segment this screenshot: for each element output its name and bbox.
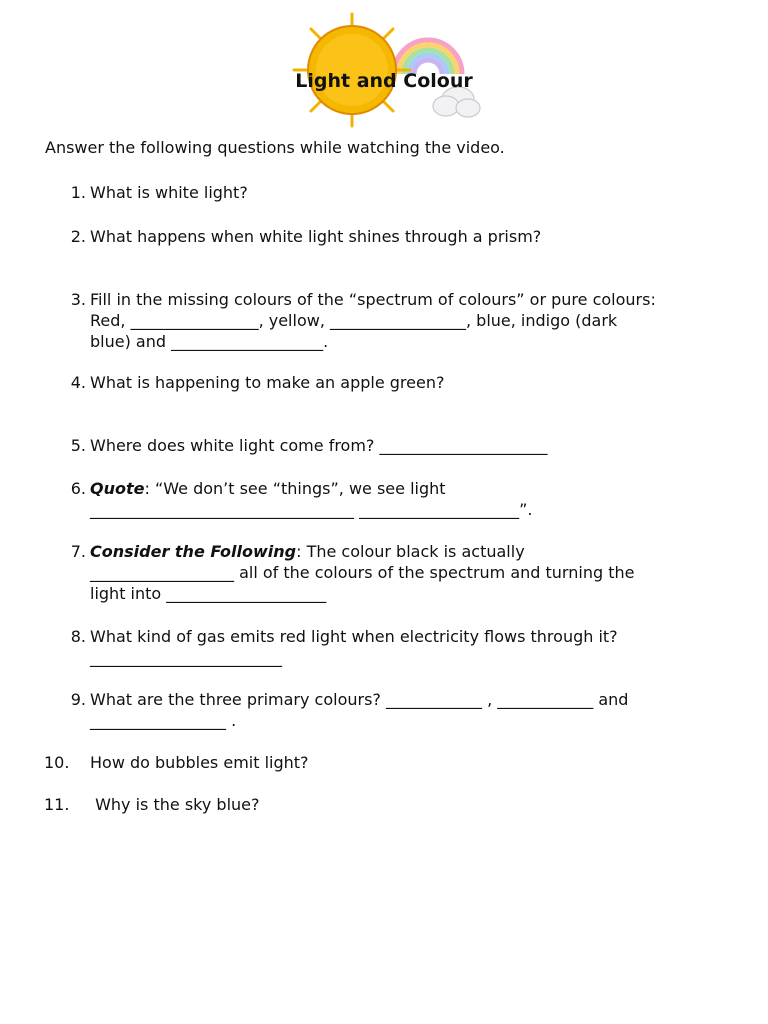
question-number: 6. (70, 479, 86, 498)
question-number: 5. (70, 436, 86, 455)
question-text: Why is the sky blue? (90, 795, 260, 814)
sun-rainbow-clipart (286, 4, 482, 130)
question-text: Quote: “We don’t see “things”, we see light _________________________________ ____________________”. (90, 479, 533, 519)
question-text: Where does white light come from? _____________________ (90, 436, 548, 455)
question-number: 10. (44, 753, 70, 772)
question-text: How do bubbles emit light? (90, 753, 309, 772)
question-number: 1. (70, 183, 86, 202)
question-number: 3. (70, 290, 86, 309)
question-text: Consider the Following: The colour black is actually __________________ all of the colours of the spectrum and turning the light into ____________________ (90, 542, 635, 603)
question-text: Fill in the missing colours of the “spectrum of colours” or pure colours: Red, ________________, yellow, _________________, blue, indigo (dark blue) and ___________________. (90, 290, 656, 351)
question-number: 7. (70, 542, 86, 561)
question-number: 4. (70, 373, 86, 392)
question-number: 8. (70, 627, 86, 646)
question-number: 2. (70, 227, 86, 246)
question-text: What happens when white light shines through a prism? (90, 227, 542, 246)
question-text: What kind of gas emits red light when electricity flows through it? ________________________ (90, 627, 618, 667)
question-text: What are the three primary colours? ____________ , ____________ and _________________ . (90, 690, 629, 730)
quote-label: Quote (90, 479, 145, 498)
question-text: What is happening to make an apple green? (90, 373, 445, 392)
instructions: Answer the following questions while watching the video. (45, 138, 505, 157)
question-text: What is white light? (90, 183, 248, 202)
consider-label: Consider the Following (90, 542, 297, 561)
question-number: 9. (70, 690, 86, 709)
question-number: 11. (44, 795, 70, 814)
page-title: Light and Colour (295, 70, 473, 92)
